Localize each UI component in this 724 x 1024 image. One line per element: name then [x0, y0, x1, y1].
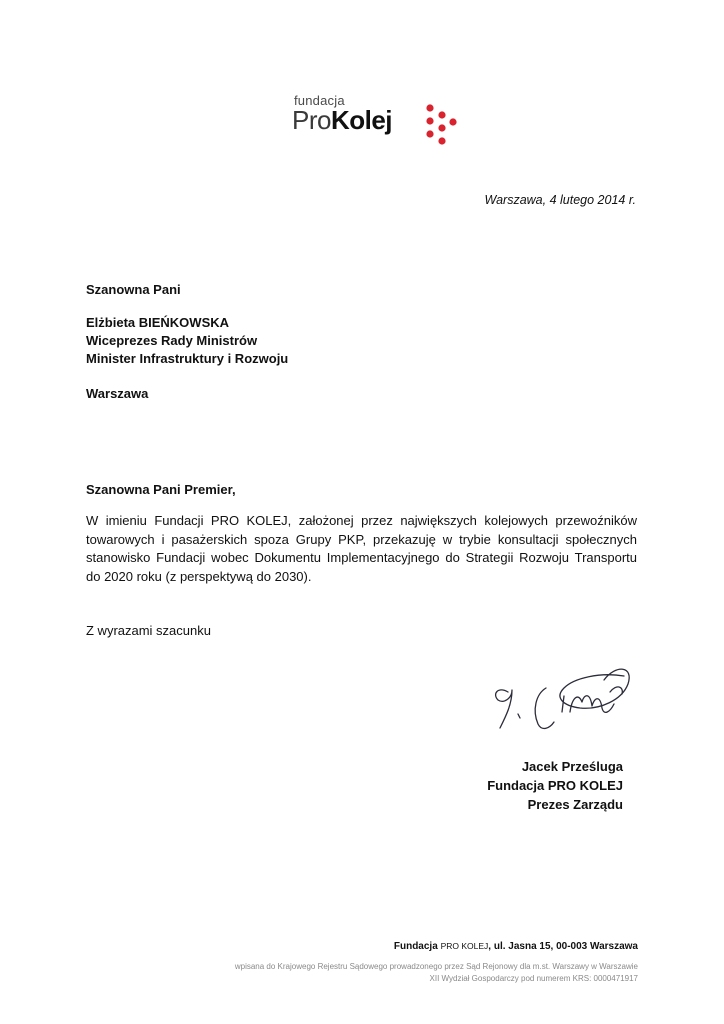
- recipient-city: Warszawa: [86, 386, 149, 401]
- footer-registration-line-1: wpisana do Krajowego Rejestru Sądowego prowadzonego przez Sąd Rejonowy dla m.st. Warszawy w Warszawie: [234, 962, 638, 971]
- recipient-title-1: Wiceprezes Rady Ministrów: [86, 333, 258, 348]
- footer-registration-line-2: XII Wydział Gospodarczy pod numerem KRS: 0000471917: [429, 974, 638, 983]
- logo-small-text: fundacja: [294, 93, 345, 108]
- recipient-block: [86, 314, 288, 368]
- signer-name: Jacek Prześluga: [521, 759, 623, 774]
- salutation: Szanowna Pani: [86, 282, 181, 297]
- logo-kolej-text: Kolej: [330, 105, 393, 135]
- recipient-title-2: Minister Infrastruktury i Rozwoju: [86, 351, 289, 366]
- footer-registration: [235, 961, 638, 985]
- signer-block: [487, 757, 623, 814]
- closing: Z wyrazami szacunku: [86, 623, 211, 638]
- red-dots-icon: [422, 102, 458, 146]
- letter-body: W imieniu Fundacji PRO KOLEJ, założonej przez największych kolejowych przewoźników towarowych i pasażerskich spoza Grupy PKP, przekazuję w trybie konsultacji społecznych stanowisko Fundacji wobec Dokumentu Implementacyjnego do Strategii Rozwoju Transportu do 2020 roku (z perspektywą do 2030).: [86, 513, 637, 584]
- letter-date: Warszawa, 4 lutego 2014 r.: [484, 193, 636, 207]
- footer-address: [394, 941, 638, 952]
- greeting: Szanowna Pani Premier,: [86, 482, 236, 497]
- signer-role: Prezes Zarządu: [527, 797, 623, 812]
- footer-address-text: , ul. Jasna 15, 00-003 Warszawa: [488, 941, 638, 952]
- logo-pro-text: Pro: [292, 105, 331, 135]
- recipient-name: Elżbieta BIEŃKOWSKA: [86, 315, 230, 330]
- foundation-logo: [288, 90, 464, 150]
- footer-org-prefix: Fundacja: [393, 941, 438, 952]
- logo-wordmark: [292, 105, 392, 136]
- signer-org: Fundacja PRO KOLEJ: [487, 778, 623, 793]
- footer-org-name: PRO KOLEJ: [440, 941, 489, 951]
- handwritten-signature: [484, 654, 640, 746]
